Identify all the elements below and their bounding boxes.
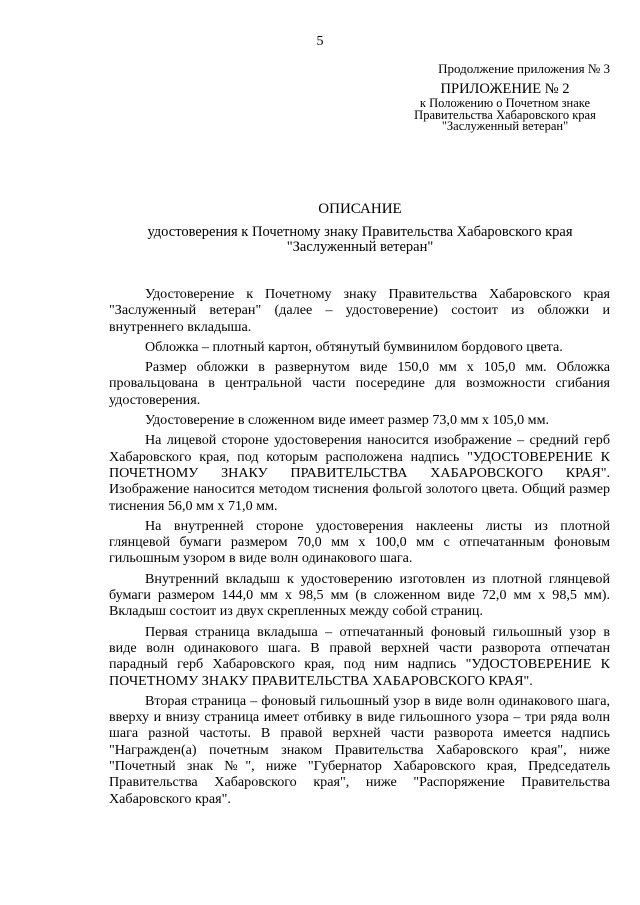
paragraph-front-side: На лицевой стороне удостоверения наносится изображение – средний герб Хабаровского края, под которым расположена надпись "УДОСТОВЕРЕНИЕ К ПОЧЕТНОМУ ЗНАКУ ПРАВИТЕЛЬСТВА ХАБАРОВСКОГО КРАЯ". Изображение наносится методом тиснения фольгой золотого цвета. Общий размер тиснения 56,0 мм х 71,0 мм. xyxy=(109,432,610,514)
paragraph-insert: Внутренний вкладыш к удостоверению изготовлен из плотной глянцевой бумаги размером 144,0 мм х 98,5 мм (в сложенном виде 72,0 мм х 98,5 мм). Вкладыш состоит из двух скрепленных между собой страниц. xyxy=(109,570,610,620)
document-subtitle-line-2: "Заслуженный ветеран" xyxy=(286,239,434,255)
appendix-header xyxy=(405,81,605,133)
paragraph-first-page: Первая страница вкладыша – отпечатанный фоновый гильошный узор в виде волн одинакового шага. В правой верхней части разворота отпечатан парадный герб Хабаровского края, под ним надпись "УДОСТОВЕРЕНИЕ К ПОЧЕТНОМУ ЗНАКУ ПРАВИТЕЛЬСТВА ХАБАРОВСКОГО КРАЯ". xyxy=(109,623,610,689)
paragraph-inner-side: На внутренней стороне удостоверения наклеены листы из плотной глянцевой бумаги размером 70,0 мм х 100,0 мм с отпечатанным фоновым гильошным узором в виде волн одинакового шага. xyxy=(109,517,610,567)
paragraph-cover-size: Размер обложки в развернутом виде 150,0 мм х 105,0 мм. Обложка провальцована в центральной части посередине для возможности сгибания удостоверения. xyxy=(109,359,610,408)
document-subtitle-line-1: удостоверения к Почетному знаку Правительства Хабаровского края xyxy=(147,224,573,240)
document-subtitle xyxy=(0,225,640,255)
appendix-title: ПРИЛОЖЕНИЕ № 2 xyxy=(440,81,570,97)
document-body xyxy=(109,286,610,807)
appendix-line-3: "Заслуженный ветеран" xyxy=(441,119,569,133)
paragraph-composition: Удостоверение к Почетному знаку Правительства Хабаровского края "Заслуженный ветеран" (далее – удостоверение) состоит из обложки и внутреннего вкладыша. xyxy=(109,286,610,335)
paragraph-folded-size: Удостоверение в сложенном виде имеет размер 73,0 мм х 105,0 мм. xyxy=(145,412,550,429)
paragraph-second-page: Вторая страница – фоновый гильошный узор в виде волн одинакового шага, вверху и внизу страница имеет отбивку в виде гильошного узора – три ряда волн шага разной частоты. В правой верхней части разворота имеется надпись "Награжден(а) почетным знаком Правительства Хабаровского края", ниже "Почетный знак №", ниже "Губернатор Хабаровского края, Председатель Правительства Хабаровского края", ниже "Распоряжение Правительства Хабаровского края". xyxy=(109,692,610,807)
paragraph-cover-material: Обложка – плотный картон, обтянутый бумвинилом бордового цвета. xyxy=(145,338,563,355)
appendix-line-1: к Положению о Почетном знаке xyxy=(419,96,591,110)
document-title: ОПИСАНИЕ xyxy=(318,201,402,217)
continuation-note: Продолжение приложения № 3 xyxy=(438,61,610,76)
page-number: 5 xyxy=(316,34,324,49)
appendix-line-2: Правительства Хабаровского края xyxy=(414,107,596,122)
